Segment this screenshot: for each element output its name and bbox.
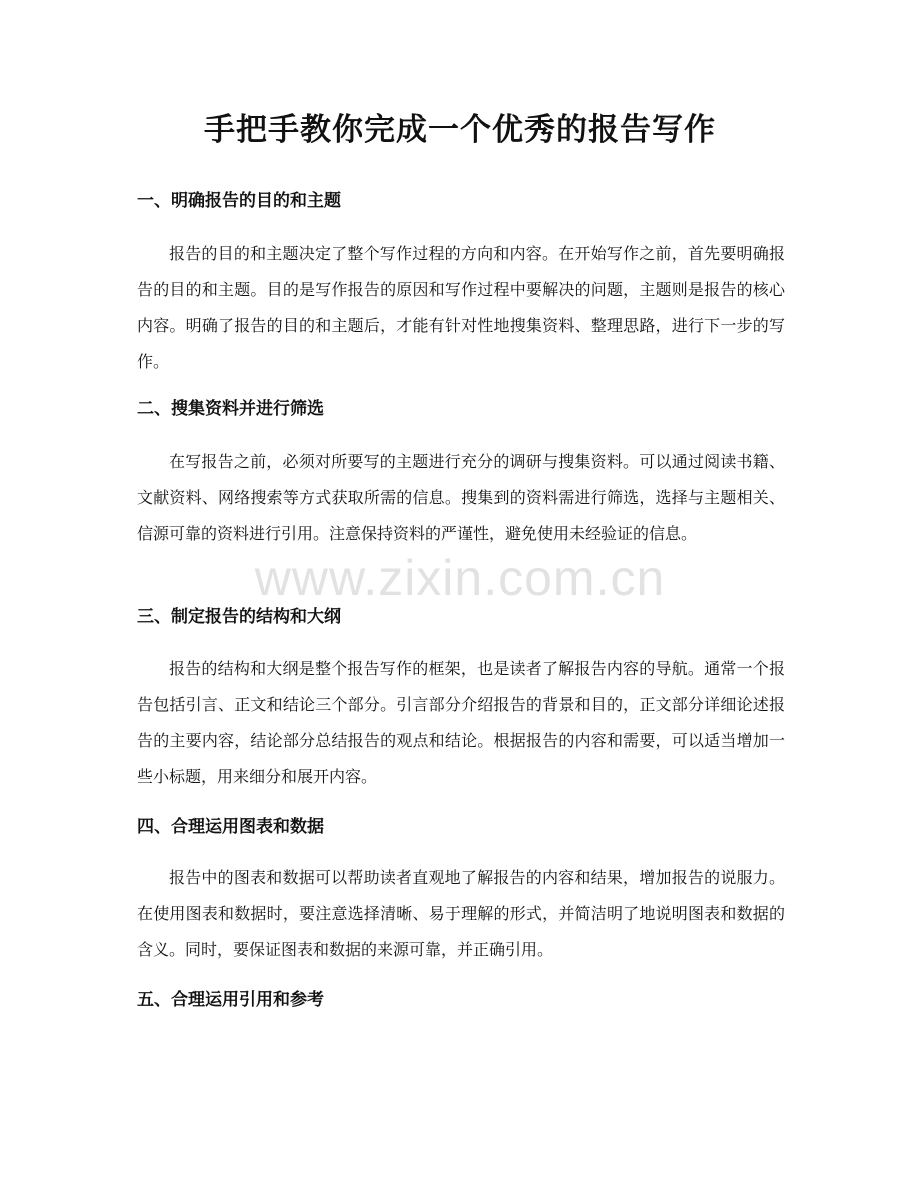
section-heading-5: 五、合理运用引用和参考 xyxy=(137,990,324,1010)
document-title: 手把手教你完成一个优秀的报告写作 xyxy=(204,112,716,148)
section-heading-1: 一、明确报告的目的和主题 xyxy=(137,191,341,211)
section-heading-2: 二、搜集资料并进行筛选 xyxy=(137,399,324,419)
section-paragraph-4: 报告中的图表和数据可以帮助读者直观地了解报告的内容和结果，增加报告的说服力。在使用图表和数据时，要注意选择清晰、易于理解的形式，并简洁明了地说明图表和数据的含义。同时，要保证图表和数据的来源可靠，并正确引用。 xyxy=(137,868,785,959)
section-heading-4: 四、合理运用图表和数据 xyxy=(137,817,324,837)
watermark-text: www.zixin.com.cn xyxy=(254,550,666,606)
section-paragraph-3: 报告的结构和大纲是整个报告写作的框架，也是读者了解报告内容的导航。通常一个报告包括引言、正文和结论三个部分。引言部分介绍报告的背景和目的，正文部分详细论述报告的主要内容，结论部分总结报告的观点和结论。根据报告的内容和需要，可以适当增加一些小标题，用来细分和展开内容。 xyxy=(137,659,785,786)
section-paragraph-2: 在写报告之前，必须对所要写的主题进行充分的调研与搜集资料。可以通过阅读书籍、文献资料、网络搜索等方式获取所需的信息。搜集到的资料需进行筛选，选择与主题相关、信源可靠的资料进行引用。注意保持资料的严谨性，避免使用未经验证的信息。 xyxy=(137,452,785,543)
section-paragraph-1: 报告的目的和主题决定了整个写作过程的方向和内容。在开始写作之前，首先要明确报告的目的和主题。目的是写作报告的原因和写作过程中要解决的问题，主题则是报告的核心内容。明确了报告的目的和主题后，才能有针对性地搜集资料、整理思路，进行下一步的写作。 xyxy=(137,244,785,371)
section-heading-3: 三、制定报告的结构和大纲 xyxy=(137,607,341,627)
